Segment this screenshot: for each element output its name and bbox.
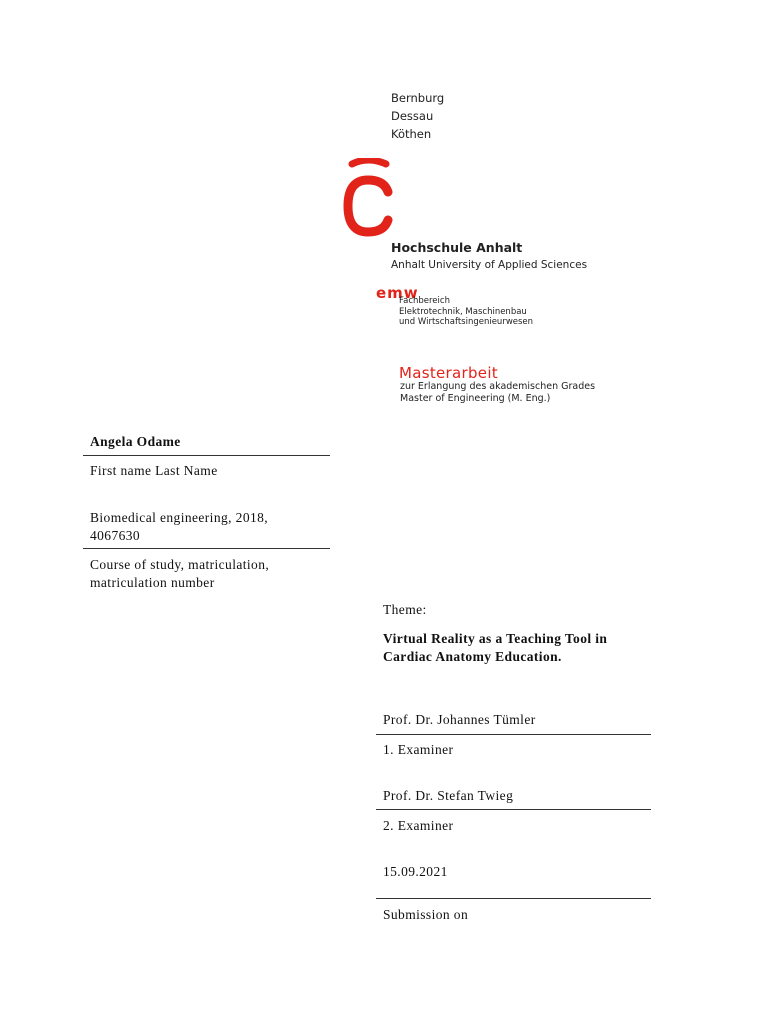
department-line: Elektrotechnik, Maschinenbau [399,306,527,317]
divider [376,809,651,810]
campus-koethen: Köthen [391,127,432,141]
degree-line: Master of Engineering (M. Eng.) [400,393,551,404]
first-examiner-caption: 1. Examiner [383,742,454,757]
department-logo: emw [376,284,419,302]
theme-label: Theme: [383,602,427,617]
campus-dessau: Dessau [391,109,434,123]
thesis-title: Virtual Reality as a Teaching Tool in Cardiac Anatomy Education. [383,631,608,664]
divider [83,455,330,456]
second-examiner-name: Prof. Dr. Stefan Twieg [383,788,514,803]
hochschule-anhalt-c-logo-icon [340,158,396,238]
thesis-type-subtitle [400,381,595,405]
second-examiner-caption: 2. Examiner [383,818,454,833]
course-of-study-caption: Course of study, matriculation, matriculation number [90,557,270,590]
divider [376,898,651,899]
divider [376,734,651,735]
course-of-study: Biomedical engineering, 2018, 4067630 [90,510,269,543]
submission-date: 15.09.2021 [383,864,448,879]
author-name: Angela Odame [90,434,181,449]
university-name: Hochschule Anhalt [391,240,523,255]
campus-list [391,89,444,143]
divider [83,548,330,549]
department-line: Fachbereich [399,296,450,306]
campus-bernburg: Bernburg [391,91,445,105]
author-name-caption: First name Last Name [90,463,218,478]
submission-caption: Submission on [383,907,469,922]
department-line: und Wirtschaftsingenieurwesen [399,317,534,327]
first-examiner-name: Prof. Dr. Johannes Tümler [383,712,536,727]
degree-line: zur Erlangung des akademischen Grades [400,381,596,392]
thesis-type-title: Masterarbeit [399,364,498,382]
department-name [399,296,533,328]
university-subtitle: Anhalt University of Applied Sciences [391,259,588,271]
